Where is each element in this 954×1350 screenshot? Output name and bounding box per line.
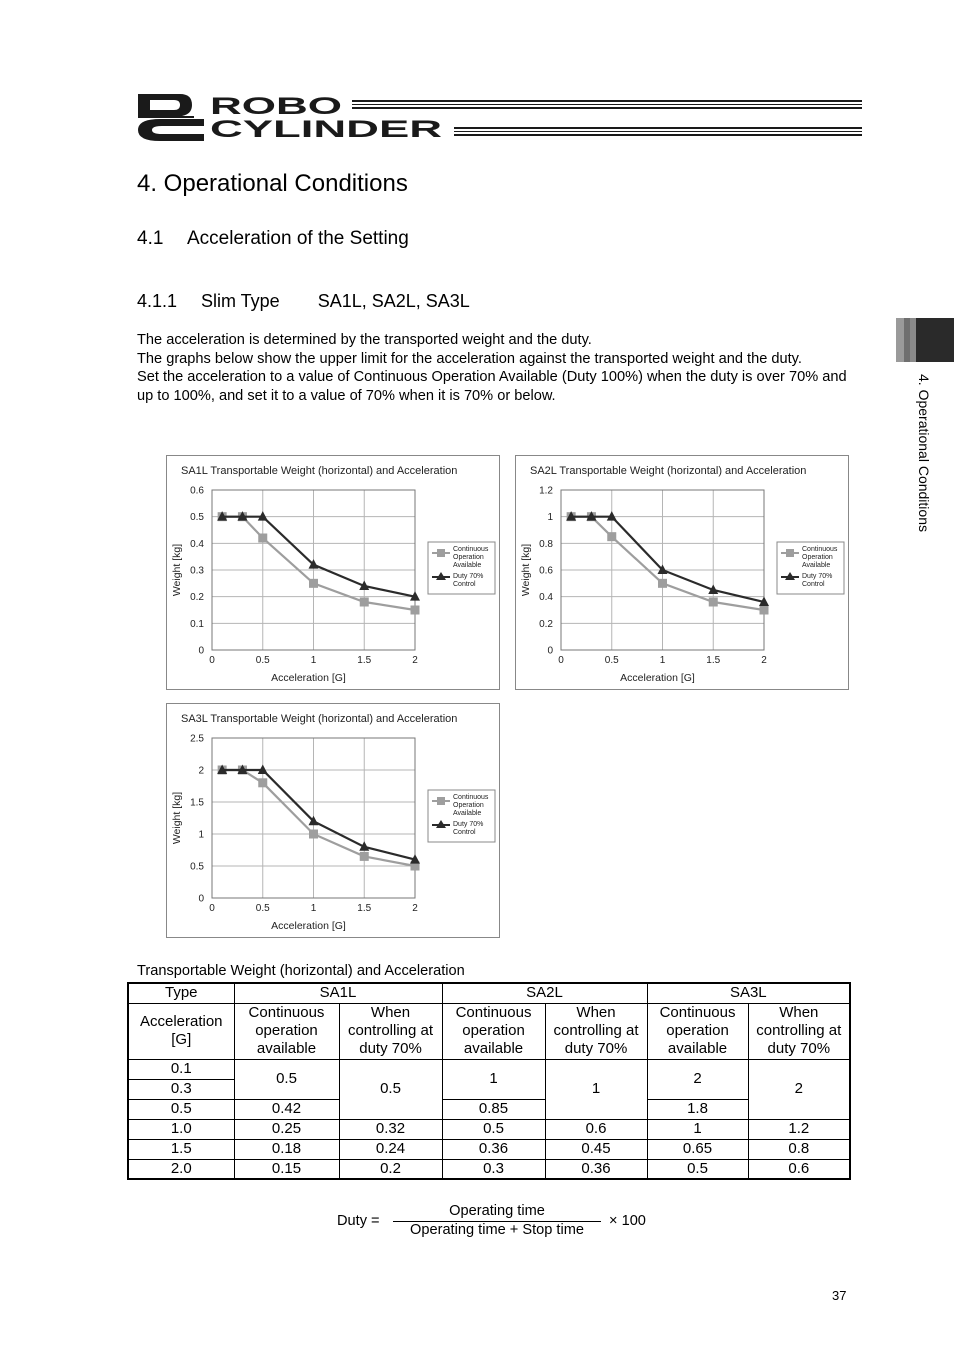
paragraph: Set the acceleration to a value of Continuous Operation Available (Duty 100%) when the duty is over 70% and up to 100%, and set it to a value of 70% when it is 70% or below.: [137, 369, 847, 404]
y-tick-label: 0.2: [190, 592, 204, 604]
x-tick-label: 1.5: [706, 655, 721, 666]
subsection-title: Slim Type: [201, 291, 280, 311]
value-cell: 0.85: [442, 1099, 545, 1119]
table-caption: Transportable Weight (horizontal) and Acceleration: [137, 963, 465, 979]
legend-label-continuous: Operation: [453, 802, 484, 809]
type-header: Type: [128, 983, 234, 1003]
y-tick-label: 0.2: [539, 618, 553, 630]
section-title: Acceleration of the Setting: [187, 228, 409, 249]
y-tick-label: 0.3: [190, 565, 204, 577]
col-continuous: Continuous operation available: [234, 1003, 339, 1059]
table-row: [128, 1099, 850, 1119]
x-tick-label: 0: [209, 655, 215, 666]
x-tick-label: 1: [310, 903, 317, 914]
chart-sa2l: [515, 455, 849, 690]
y-axis-label: Weight [kg]: [171, 791, 183, 845]
data-point-continuous: [258, 534, 267, 543]
legend-label-continuous: Continuous: [453, 794, 489, 801]
value-cell: 1: [545, 1059, 647, 1119]
col-duty70: When controlling at duty 70%: [748, 1003, 850, 1059]
page-number: 37: [832, 1288, 847, 1303]
x-tick-label: 0.5: [255, 655, 270, 666]
data-point-continuous: [709, 598, 718, 607]
data-point-continuous: [309, 830, 318, 839]
value-cell: 0.36: [442, 1139, 545, 1159]
subsection-number: 4.1.1: [137, 291, 178, 311]
model-header-sa3l: SA3L: [647, 983, 850, 1003]
data-point-continuous: [360, 598, 369, 607]
x-tick-label: 0: [558, 655, 564, 666]
y-tick-label: 0.8: [539, 538, 553, 550]
x-tick-label: 2: [412, 655, 418, 666]
table-row: [128, 1059, 850, 1079]
value-cell: 0.42: [234, 1099, 339, 1119]
value-cell: 1: [442, 1059, 545, 1099]
chart-sa3l: [166, 703, 500, 938]
col-duty70: When controlling at duty 70%: [545, 1003, 647, 1059]
chart-legend: [428, 790, 495, 842]
legend-label-continuous: Available: [453, 562, 482, 569]
value-cell: 0.45: [545, 1139, 647, 1159]
logo-c-shape: [138, 119, 204, 141]
x-tick-label: 0.5: [255, 903, 270, 914]
value-cell: 0.5: [647, 1159, 748, 1179]
value-cell: 1.8: [647, 1099, 748, 1119]
value-cell: 0.18: [234, 1139, 339, 1159]
y-tick-label: 0.4: [190, 538, 204, 550]
header-stripe: [454, 127, 862, 129]
y-tick-label: 0.5: [190, 512, 204, 524]
col-duty70: When controlling at duty 70%: [339, 1003, 442, 1059]
robo-cylinder-logo: [136, 92, 864, 142]
table-subheader-row: [128, 1003, 850, 1059]
legend-marker-continuous: [437, 549, 445, 557]
header-stripe: [352, 107, 862, 109]
accel-cell: 2.0: [128, 1159, 234, 1179]
col-continuous: Continuous operation available: [647, 1003, 748, 1059]
y-tick-label: 1: [547, 512, 553, 524]
value-cell: 2: [748, 1059, 850, 1119]
section-heading: [137, 228, 409, 250]
table-header-row: [128, 983, 850, 1003]
y-tick-label: 2.5: [190, 733, 204, 745]
y-axis-label: Weight [kg]: [171, 543, 183, 597]
value-cell: 0.15: [234, 1159, 339, 1179]
table-row: [128, 1159, 850, 1179]
value-cell: 0.2: [339, 1159, 442, 1179]
header-stripe: [352, 100, 862, 102]
accel-cell: 0.5: [128, 1099, 234, 1119]
legend-marker-continuous: [786, 549, 794, 557]
data-point-continuous: [360, 852, 369, 861]
formula-numerator: Operating time: [449, 1203, 545, 1219]
value-cell: 0.3: [442, 1159, 545, 1179]
value-cell: 0.5: [234, 1059, 339, 1099]
chart-title: SA2L Transportable Weight (horizontal) and Acceleration: [530, 465, 807, 477]
chapter-title: 4. Operational Conditions: [137, 170, 408, 197]
model-header-sa2l: SA2L: [442, 983, 647, 1003]
data-point-continuous: [309, 579, 318, 588]
y-axis-label: Weight [kg]: [520, 543, 532, 597]
value-cell: 0.25: [234, 1119, 339, 1139]
legend-label-duty70: Duty 70%: [453, 821, 484, 828]
paragraph: The acceleration is determined by the transported weight and the duty.: [137, 332, 592, 348]
x-tick-label: 2: [761, 655, 767, 666]
value-cell: 1.2: [748, 1119, 850, 1139]
chapter-side-label: 4. Operational Conditions: [916, 374, 932, 532]
subsection-models: SA1L, SA2L, SA3L: [317, 291, 470, 311]
accel-cell: 1.0: [128, 1119, 234, 1139]
value-cell: 0.24: [339, 1139, 442, 1159]
y-tick-label: 0: [198, 893, 204, 905]
value-cell: 0.5: [339, 1059, 442, 1119]
accel-cell: 0.3: [128, 1079, 234, 1099]
y-tick-label: 1.5: [190, 797, 204, 809]
table-row: [128, 1139, 850, 1159]
y-tick-label: 2: [198, 765, 204, 777]
formula-multiplier: × 100: [609, 1213, 646, 1229]
chart-title: SA1L Transportable Weight (horizontal) and Acceleration: [181, 465, 458, 477]
legend-label-duty70: Control: [802, 581, 825, 588]
model-header-sa1l: SA1L: [234, 983, 442, 1003]
header-stripe: [454, 134, 862, 136]
y-tick-label: 0.1: [190, 618, 204, 630]
data-point-continuous: [607, 532, 616, 541]
y-tick-label: 0.6: [539, 565, 553, 577]
header-stripe: [352, 104, 862, 105]
data-point-continuous: [760, 606, 769, 615]
y-tick-label: 0: [547, 645, 553, 657]
chart-legend: [428, 542, 495, 594]
legend-label-continuous: Continuous: [453, 546, 489, 553]
x-axis-label: Acceleration [G]: [620, 672, 695, 684]
logo-text-robo: ROBO: [210, 93, 342, 120]
legend-label-continuous: Continuous: [802, 546, 838, 553]
subsection-heading: [137, 291, 470, 312]
x-tick-label: 1: [659, 655, 666, 666]
acceleration-header: Acceleration [G]: [128, 1003, 234, 1059]
value-cell: 0.36: [545, 1159, 647, 1179]
y-tick-label: 0: [198, 645, 204, 657]
legend-label-duty70: Control: [453, 581, 476, 588]
table-row: [128, 1119, 850, 1139]
value-cell: 0.65: [647, 1139, 748, 1159]
x-tick-label: 1: [310, 655, 317, 666]
value-cell: 1: [647, 1119, 748, 1139]
value-cell: 0.6: [545, 1119, 647, 1139]
data-point-continuous: [411, 606, 420, 615]
x-tick-label: 0: [209, 903, 215, 914]
chart-legend: [777, 542, 844, 594]
header-stripe: [454, 131, 862, 132]
x-tick-label: 1.5: [357, 903, 372, 914]
logo-text-cylinder: CYLINDER: [210, 116, 442, 142]
data-point-continuous: [258, 778, 267, 787]
value-cell: 0.5: [442, 1119, 545, 1139]
accel-cell: 1.5: [128, 1139, 234, 1159]
y-tick-label: 1: [198, 829, 204, 841]
legend-label-continuous: Available: [802, 562, 831, 569]
x-axis-label: Acceleration [G]: [271, 672, 346, 684]
body-text: [137, 331, 852, 405]
legend-label-duty70: Control: [453, 829, 476, 836]
data-point-continuous: [658, 579, 667, 588]
x-tick-label: 0.5: [604, 655, 619, 666]
duty-formula: [337, 1203, 667, 1243]
legend-label-continuous: Operation: [802, 554, 833, 561]
x-tick-label: 2: [412, 903, 418, 914]
value-cell: 0.32: [339, 1119, 442, 1139]
legend-marker-continuous: [437, 797, 445, 805]
paragraph: The graphs below show the upper limit for the acceleration against the transported weight and the duty.: [137, 350, 802, 367]
y-tick-label: 0.6: [190, 485, 204, 497]
chart-sa1l: [166, 455, 500, 690]
y-tick-label: 0.5: [190, 861, 204, 873]
value-cell: 0.8: [748, 1139, 850, 1159]
x-axis-label: Acceleration [G]: [271, 920, 346, 932]
x-tick-label: 1.5: [357, 655, 372, 666]
section-number: 4.1: [137, 228, 164, 249]
value-cell: 2: [647, 1059, 748, 1099]
weight-acceleration-table: [127, 982, 851, 1180]
value-cell: 0.6: [748, 1159, 850, 1179]
legend-label-duty70: Duty 70%: [453, 573, 484, 580]
legend-label-duty70: Duty 70%: [802, 573, 833, 580]
accel-cell: 0.1: [128, 1059, 234, 1079]
chart-title: SA3L Transportable Weight (horizontal) and Acceleration: [181, 713, 458, 725]
formula-lhs: Duty =: [337, 1213, 380, 1229]
y-tick-label: 0.4: [539, 592, 553, 604]
formula-denominator: Operating time + Stop time: [410, 1222, 584, 1238]
col-continuous: Continuous operation available: [442, 1003, 545, 1059]
legend-label-continuous: Operation: [453, 554, 484, 561]
legend-label-continuous: Available: [453, 810, 482, 817]
chapter-side-tab: [896, 318, 954, 362]
y-tick-label: 1.2: [539, 485, 553, 497]
